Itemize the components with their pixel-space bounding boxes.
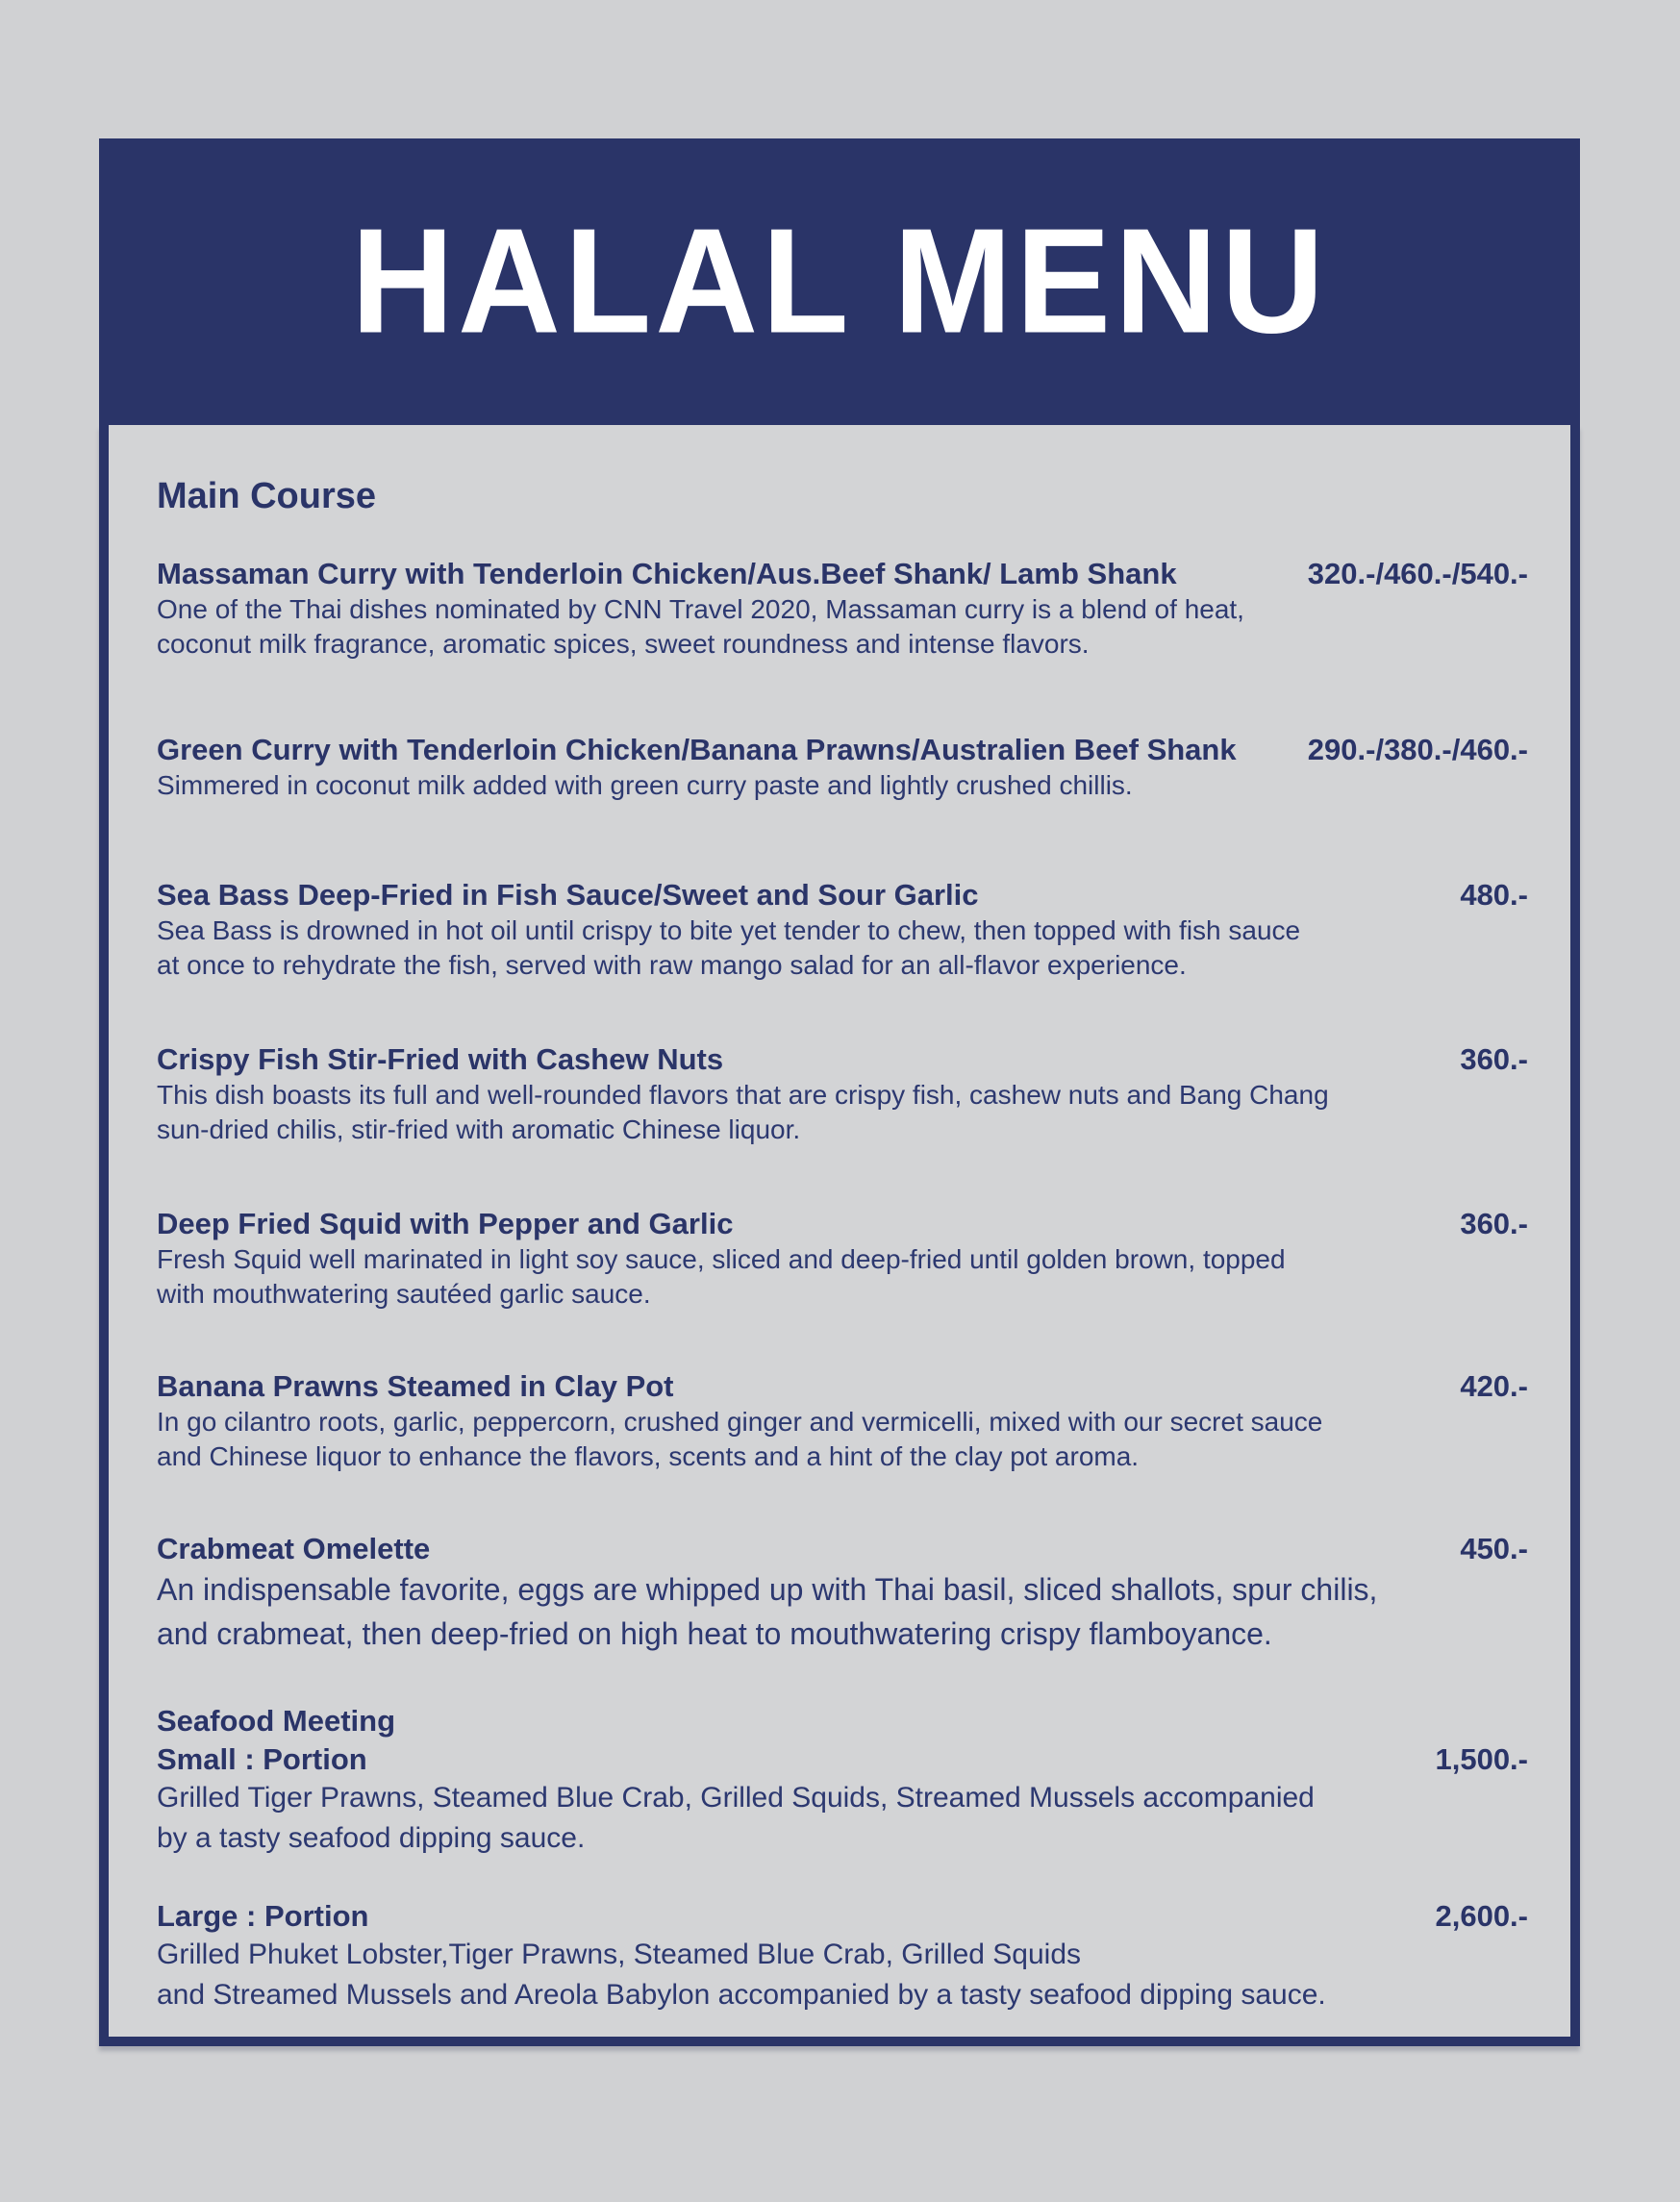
item-title-row [157, 1040, 1528, 1078]
item-description [157, 1935, 1528, 2015]
menu-item [157, 876, 1528, 983]
item-desc-line: Sea Bass is drowned in hot oil until crispy to bite yet tender to chew, then topped with fish sauce [157, 915, 1301, 945]
item-title-row [157, 731, 1528, 768]
item-price: 2,600.- [1435, 1899, 1528, 1933]
item-desc-line: This dish boasts its full and well-rounded flavors that are crispy fish, cashew nuts and Bang Chang [157, 1080, 1329, 1110]
item-description [157, 1778, 1528, 1859]
menu-item [157, 555, 1528, 662]
item-desc-line: In go cilantro roots, garlic, peppercorn, crushed ginger and vermicelli, mixed with our secret sauce [157, 1407, 1323, 1437]
item-price: 450.- [1460, 1532, 1528, 1565]
menu-item [157, 731, 1528, 803]
item-desc-line: Simmered in coconut milk added with green curry paste and lightly crushed chillis. [157, 770, 1133, 800]
item-desc-line: and Chinese liquor to enhance the flavors, scents and a hint of the clay pot aroma. [157, 1441, 1140, 1471]
menu-item [157, 1367, 1528, 1474]
menu-title: HALAL MENU [351, 197, 1328, 365]
item-desc-line: coconut milk fragrance, aromatic spices, sweet roundness and intense flavors. [157, 629, 1090, 659]
item-desc-line: Fresh Squid well marinated in light soy sauce, sliced and deep-fried until golden brown, topped [157, 1244, 1286, 1274]
item-price: 360.- [1460, 1207, 1528, 1240]
item-desc-line: and crabmeat, then deep-fried on high heat to mouthwatering crispy flamboyance. [157, 1616, 1272, 1651]
menu-header [99, 138, 1580, 425]
item-desc-line: with mouthwatering sautéed garlic sauce. [157, 1279, 651, 1309]
item-price: 290.-/380.-/460.- [1307, 733, 1528, 766]
item-desc-line: Grilled Tiger Prawns, Steamed Blue Crab, Grilled Squids, Streamed Mussels accompanied [157, 1782, 1315, 1814]
item-desc-line: at once to rehydrate the fish, served with raw mango salad for an all-flavor experience. [157, 950, 1187, 980]
item-desc-line: One of the Thai dishes nominated by CNN Travel 2020, Massaman curry is a blend of heat, [157, 594, 1244, 624]
item-title-row [157, 1740, 1528, 1778]
item-description [157, 1405, 1528, 1474]
menu-card [99, 138, 1580, 2046]
item-name: Deep Fried Squid with Pepper and Garlic [157, 1207, 734, 1240]
item-name: Banana Prawns Steamed in Clay Pot [157, 1369, 674, 1403]
item-description [157, 592, 1528, 662]
item-name: Sea Bass Deep-Fried in Fish Sauce/Sweet and Sour Garlic [157, 878, 979, 912]
item-title-row [157, 1897, 1528, 1935]
item-price: 480.- [1460, 878, 1528, 912]
item-name: Crispy Fish Stir-Fried with Cashew Nuts [157, 1042, 724, 1076]
item-name: Green Curry with Tenderloin Chicken/Banana Prawns/Australien Beef Shank [157, 733, 1237, 766]
item-description [157, 768, 1528, 803]
item-title-row [157, 1530, 1528, 1567]
item-description [157, 1567, 1528, 1656]
seafood-heading: Seafood Meeting [157, 1704, 396, 1738]
menu-item [157, 1040, 1528, 1147]
item-price: 320.-/460.-/540.- [1307, 557, 1528, 590]
item-name: Large : Portion [157, 1899, 369, 1933]
item-desc-line: Grilled Phuket Lobster,Tiger Prawns, Steamed Blue Crab, Grilled Squids [157, 1939, 1082, 1970]
item-price: 1,500.- [1435, 1742, 1528, 1776]
item-desc-line: by a tasty seafood dipping sauce. [157, 1822, 586, 1854]
item-title-row [157, 1205, 1528, 1242]
seafood-option-small [157, 1740, 1528, 1859]
item-description [157, 1078, 1528, 1147]
section-title: Main Course [157, 476, 377, 516]
item-name: Small : Portion [157, 1742, 367, 1776]
item-title-row [157, 555, 1528, 592]
item-name: Crabmeat Omelette [157, 1532, 431, 1565]
item-description [157, 1242, 1528, 1312]
seafood-meeting-section [157, 1702, 1528, 2015]
menu-item [157, 1530, 1528, 1656]
item-name: Massaman Curry with Tenderloin Chicken/Aus.Beef Shank/ Lamb Shank [157, 557, 1177, 590]
item-desc-line: and Streamed Mussels and Areola Babylon accompanied by a tasty seafood dipping sauce. [157, 1979, 1326, 2011]
item-desc-line: sun-dried chilis, stir-fried with aromatic Chinese liquor. [157, 1114, 801, 1144]
item-description [157, 913, 1528, 983]
item-title-row [157, 1367, 1528, 1405]
item-price: 420.- [1460, 1369, 1528, 1403]
item-title-row [157, 876, 1528, 913]
menu-body [99, 425, 1580, 2046]
menu-item [157, 1205, 1528, 1312]
item-desc-line: An indispensable favorite, eggs are whipped up with Thai basil, sliced shallots, spur chilis, [157, 1572, 1378, 1607]
item-price: 360.- [1460, 1042, 1528, 1076]
seafood-option-large [157, 1897, 1528, 2015]
